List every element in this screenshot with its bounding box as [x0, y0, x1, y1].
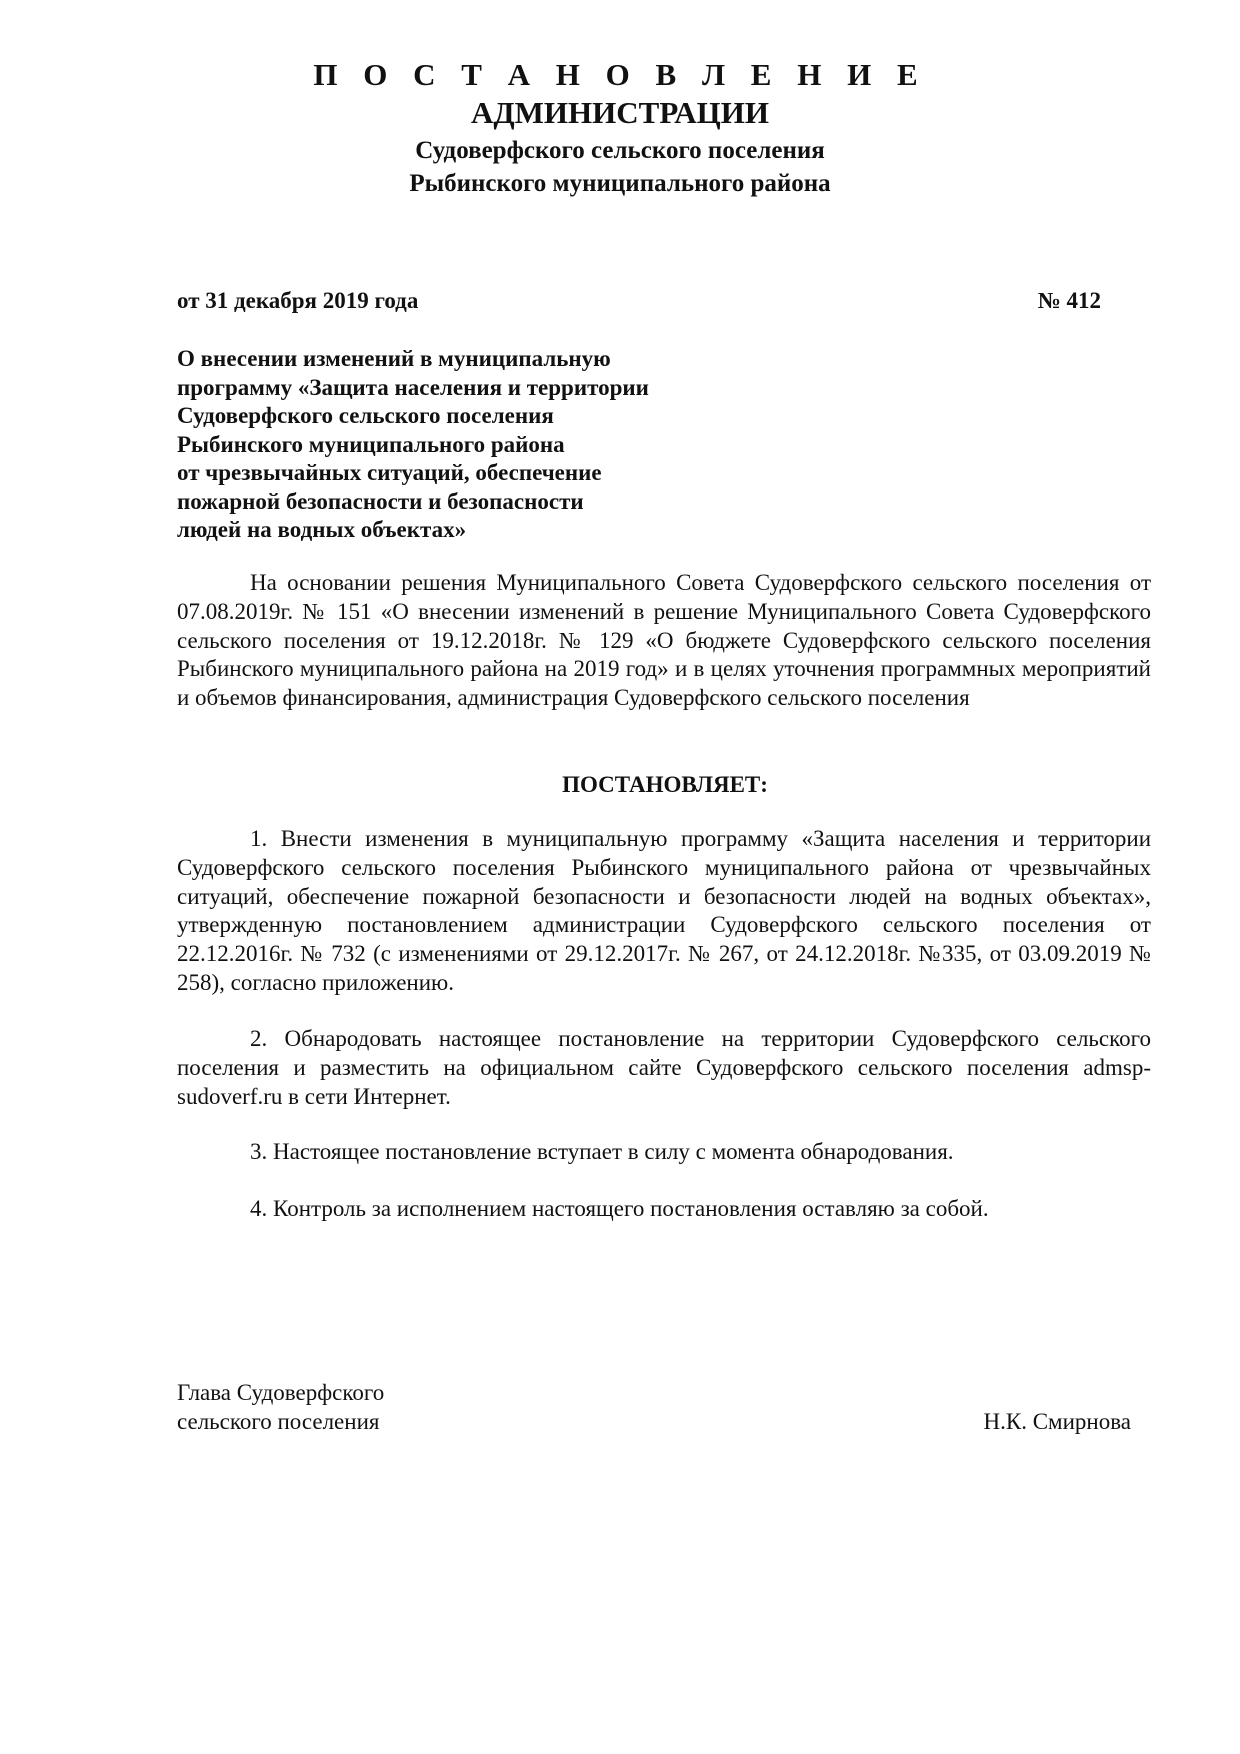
document-subject	[177, 345, 737, 545]
subject-line: пожарной безопасности и безопасности	[177, 488, 584, 514]
issuer-administration: АДМИНИСТРАЦИИ	[470, 95, 770, 130]
subject-line: Судоверфского сельского поселения	[177, 403, 554, 428]
subject-line: Рыбинского муниципального района	[177, 431, 565, 457]
issuer-settlement: Судоверфского сельского поселения	[415, 137, 825, 164]
decree-item-2: 2. Обнародовать настоящее постановление на территории Судоверфского сельского поселения и разместить на официальном сайте Судоверфского сельского поселения admsp-sudoverf.ru в сети Интернет.	[177, 1026, 1151, 1109]
signatory-position-line1: Глава Судоверфского	[177, 1380, 385, 1405]
subject-line: О внесении изменений в муниципальную	[177, 346, 611, 371]
decree-item-3: 3. Настоящее постановление вступает в силу с момента обнародования.	[250, 1139, 954, 1164]
subject-line: людей на водных объектах»	[177, 517, 467, 542]
signatory-name: Н.К. Смирнова	[983, 1409, 1131, 1434]
subject-line: программу «Защита населения и территории	[177, 374, 649, 400]
decree-item-1: 1. Внести изменения в муниципальную программу «Защита населения и территории Судоверфского сельского поселения Рыбинского муниципального района от чрезвычайных ситуаций, обеспечение пожарной безопасности и безопасности людей на водных объектах», утвержденную постановлением администрации Судоверфского сельского поселения от 22.12.2016г. № 732 (с изменениями от 29.12.2017г. № 267, от 24.12.2018г. №335, от 03.09.2019 № 258), согласно приложению.	[177, 826, 1151, 995]
document-date: от 31 декабря 2019 года	[177, 288, 419, 313]
decree-heading: ПОСТАНОВЛЯЕТ:	[562, 772, 768, 797]
subject-line: от чрезвычайных ситуаций, обеспечение	[177, 460, 602, 485]
document-number: № 412	[1037, 288, 1101, 313]
basis-paragraph: На основании решения Муниципального Совета Судоверфского сельского поселения от 07.08.2019г. № 151 «О внесении изменений в решение Муниципального Совета Судоверфского сельского поселения от 19.12.2018г. № 129 «О бюджете Судоверфского сельского поселения Рыбинского муниципального района на 2019 год» и в целях уточнения программных мероприятий и объемов финансирования, администрация Судоверфского сельского поселения	[177, 570, 1151, 711]
signatory-position-line2: сельского поселения	[177, 1409, 380, 1434]
decree-item-4: 4. Контроль за исполнением настоящего постановления оставляю за собой.	[250, 1196, 989, 1221]
issuer-district: Рыбинского муниципального района	[409, 170, 831, 197]
document-type-title: П О С Т А Н О В Л Е Н И Е	[313, 57, 927, 92]
